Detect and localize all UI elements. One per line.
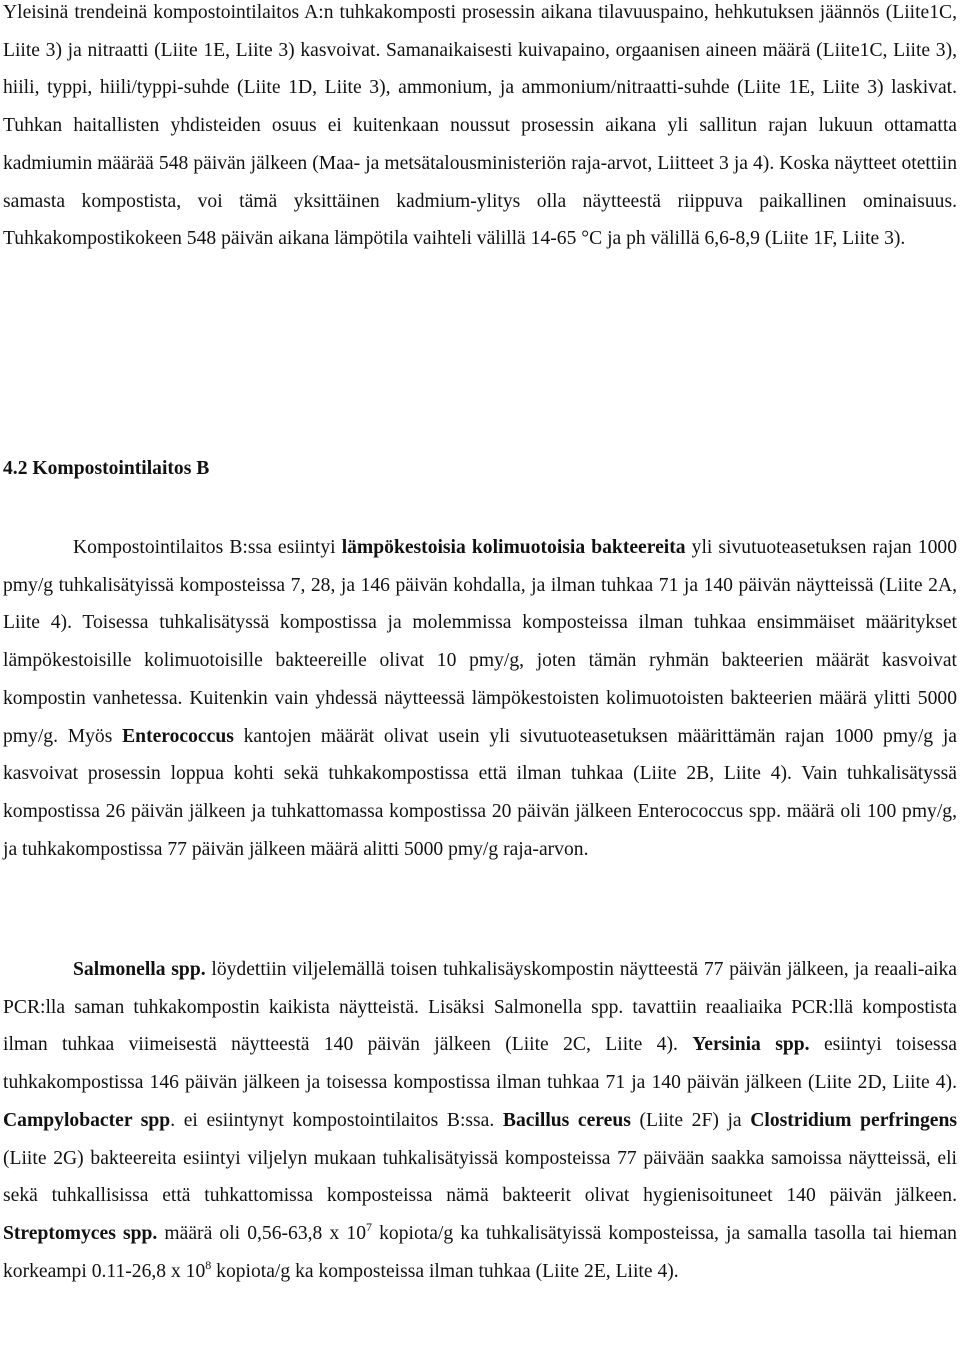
text-run: . ei esiintynyt kompostointilaitos B:ssa. bbox=[170, 1109, 503, 1131]
bold-term-thermotolerant-coliforms: lämpökestoisia kolimuotoisia bakteereita bbox=[341, 537, 686, 558]
text-run: löydettiin viljelemällä toisen tuhkalisäyskompostin näytteestä 77 päivän jälkeen, ja reaali-aika PCR:lla saman tuhkakompostin kaikista näytteistä. Lisäksi Salmonella spp. tavattiin reaaliaika PCR:llä kompostista ilman tuhkaa viimeisestä näytteestä 140 päivän jälkeen (Liite 2C, Liite 4). bbox=[3, 959, 957, 1056]
bold-term-salmonella: Salmonella spp. bbox=[73, 959, 206, 980]
text-run: kopiota/g ka tuhkalisätyissä komposteissa, ja samalla tasolla tai hieman korkeampi 0.11-26,8 x 10 bbox=[3, 1222, 957, 1282]
section-heading: 4.2 Kompostointilaitos B bbox=[3, 458, 210, 479]
superscript-exponent: 7 bbox=[366, 1219, 372, 1234]
text-run: Kompostointilaitos B:ssa esiintyi bbox=[73, 537, 342, 558]
bold-term-streptomyces: Streptomyces spp. bbox=[3, 1222, 158, 1244]
text-run: yli sivutuoteasetuksen rajan 1000 pmy/g tuhkalisätyissä komposteissa 7, 28, ja 146 päivän kohdalla, ja ilman tuhkaa 71 ja 140 päivän näytteissä (Liite 2A, Liite 4). Toisessa tuhkalisätyssä kompostissa ja molemmissa komposteissa ilman tuhkaa ensimmäiset määritykset lämpökestoisille kolimuotoisille bakteereille olivat 10 pmy/g, joten tämän ryhmän bakteerien määrät kasvoivat kompostin vanhetessa. Kuitenkin vain yhdessä näytteessä lämpökestoisten kolimuotoisten bakteerien määrä ylitti 5000 pmy/g. Myös bbox=[3, 537, 957, 747]
paragraph-plant-b-bacteria bbox=[3, 529, 957, 868]
bold-term-bacillus-cereus: Bacillus cereus bbox=[502, 1109, 631, 1131]
text-run: kantojen määrät olivat usein yli sivutuoteasetuksen määrittämän rajan 1000 pmy/g ja kasvoivat prosessin loppua kohti sekä tuhkakompostissa että ilman tuhkaa (Liite 2B, Liite 4). Vain tuhkalisätyssä kompostissa 26 päivän jälkeen ja tuhkattomassa kompostissa 20 päivän jälkeen Enterococcus spp. määrä oli 100 pmy/g, ja tuhkakompostissa 77 päivän jälkeen määrä alitti 5000 pmy/g raja-arvon. bbox=[3, 725, 957, 860]
bold-term-yersinia: Yersinia spp. bbox=[692, 1034, 810, 1056]
text-run: esiintyi toisessa tuhkakompostissa 146 päivän jälkeen ja toisessa kompostissa ilman tuhkaa 71 ja 140 päivän jälkeen (Liite 2D, Liite 4). bbox=[3, 1034, 957, 1094]
bold-term-clostridium-perfringens: Clostridium perfringens bbox=[750, 1109, 957, 1131]
text-run: (Liite 2G) bakteereita esiintyi viljelyn mukaan tuhkalisätyissä komposteissa 77 päivään saakka samoissa näytteissä, eli sekä tuhkallisissa että tuhkattomissa komposteissa nämä bakteerit olivat hygienisoituneet 140 päivän jälkeen. bbox=[3, 1147, 957, 1207]
bold-term-enterococcus: Enterococcus bbox=[122, 725, 234, 747]
text-run: määrä oli 0,56-63,8 x 10 bbox=[157, 1222, 366, 1244]
bold-term-campylobacter: Campylobacter spp bbox=[3, 1109, 171, 1131]
superscript-exponent: 8 bbox=[205, 1257, 212, 1272]
paragraph-pathogens bbox=[3, 951, 957, 1290]
text-run: kopiota/g ka komposteissa ilman tuhkaa (Liite 2E, Liite 4). bbox=[211, 1260, 679, 1282]
text-run: (Liite 2F) ja bbox=[630, 1109, 751, 1131]
paragraph-ash-compost-trends: Yleisinä trendeinä kompostointilaitos A:n tuhkakomposti prosessin aikana tilavuuspaino, hehkutuksen jäännös (Liite1C, Liite 3) ja nitraatti (Liite 1E, Liite 3) kasvoivat. Samanaikaisesti kuivapaino, orgaanisen aineen määrä (Liite1C, Liite 3), hiili, typpi, hiili/typpi-suhde (Liite 1D, Liite 3), ammonium, ja ammonium/nitraatti-suhde (Liite 1E, Liite 3) laskivat. Tuhkan haitallisten yhdisteiden osuus ei kuitenkaan noussut prosessin aikana yli sallitun rajan lukuun ottamatta kadmiumin määrää 548 päivän jälkeen (Maa- ja metsätalousministeriön raja-arvot, Liitteet 3 ja 4). Koska näytteet otettiin samasta kompostista, voi tämä yksittäinen kadmium-ylitys olla näytteestä riippuva paikallinen ominaisuus. Tuhkakompostikokeen 548 päivän aikana lämpötila vaihteli välillä 14-65 °C ja ph välillä 6,6-8,9 (Liite 1F, Liite 3). bbox=[3, 2, 957, 250]
